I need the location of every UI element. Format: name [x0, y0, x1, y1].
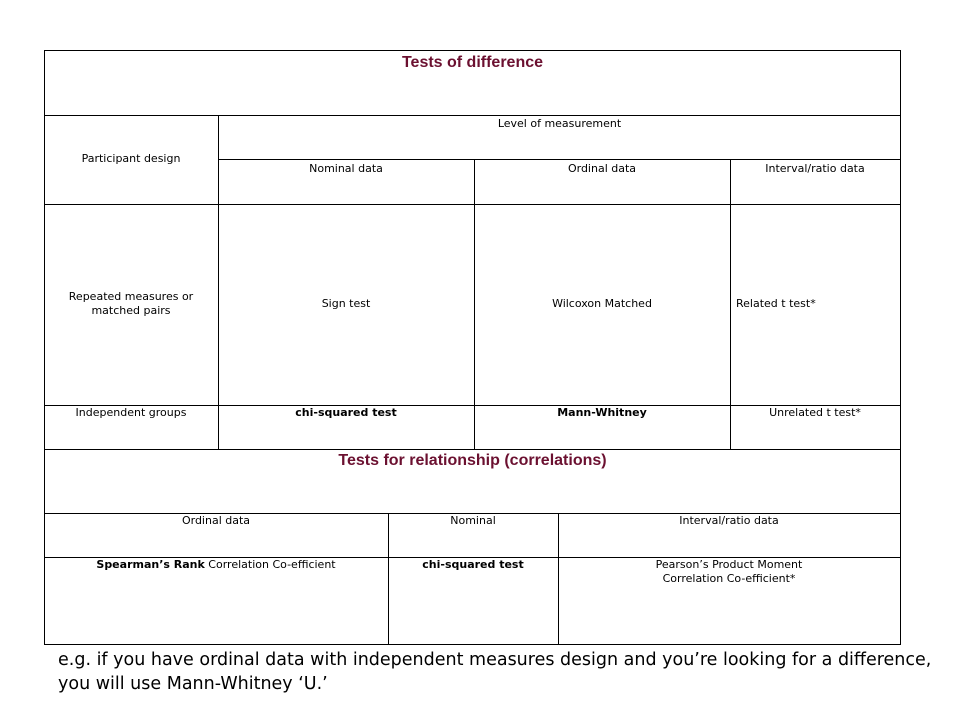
pearson-line-2: Correlation Co-efficient*: [662, 572, 796, 585]
row-label-independent-groups: Independent groups: [75, 406, 187, 419]
table-rule: [388, 513, 389, 645]
row-label-repeated-measures: Repeated measures or matched pairs: [68, 290, 194, 317]
cell-rel-chi-squared: chi-squared test: [422, 558, 524, 571]
pearson-line-1: Pearson’s Product Moment: [655, 558, 803, 571]
rel-column-header-interval: Interval/ratio data: [679, 514, 779, 527]
table-border-top: [44, 50, 901, 51]
cell-wilcoxon: Wilcoxon Matched: [552, 297, 652, 310]
rel-column-header-ordinal: Ordinal data: [181, 514, 251, 527]
cell-chi-squared: chi-squared test: [295, 406, 397, 419]
table-rule: [44, 204, 901, 205]
section-title-relationship: Tests for relationship (correlations): [338, 452, 607, 469]
table-rule: [218, 159, 901, 160]
column-header-ordinal: Ordinal data: [567, 162, 637, 175]
cell-mann-whitney: Mann-Whitney: [557, 406, 647, 419]
rel-column-header-nominal: Nominal: [450, 514, 496, 527]
column-header-interval: Interval/ratio data: [765, 162, 865, 175]
table-rule: [44, 115, 901, 116]
cell-unrelated-t-test: Unrelated t test*: [769, 406, 861, 419]
spearman-bold-text: Spearman’s Rank: [96, 558, 205, 571]
table-border-bottom: [44, 644, 901, 645]
table-border-left: [44, 50, 45, 645]
participant-design-header: Participant design: [81, 152, 181, 165]
table-rule: [44, 449, 901, 450]
column-header-nominal: Nominal data: [309, 162, 383, 175]
cell-sign-test: Sign test: [321, 297, 371, 310]
footer-note: e.g. if you have ordinal data with independent measures design and you’re looking for a difference, you will use Mann-Whitney ‘U.’: [58, 650, 932, 694]
section-title-difference: Tests of difference: [401, 54, 544, 71]
cell-pearson: [558, 558, 900, 586]
table-border-right: [900, 50, 901, 645]
level-of-measurement-header: Level of measurement: [497, 117, 622, 130]
cell-spearman: [44, 558, 388, 572]
cell-related-t-test: Related t test*: [736, 297, 816, 310]
spearman-rest-text: Correlation Co-efficient: [204, 558, 336, 571]
